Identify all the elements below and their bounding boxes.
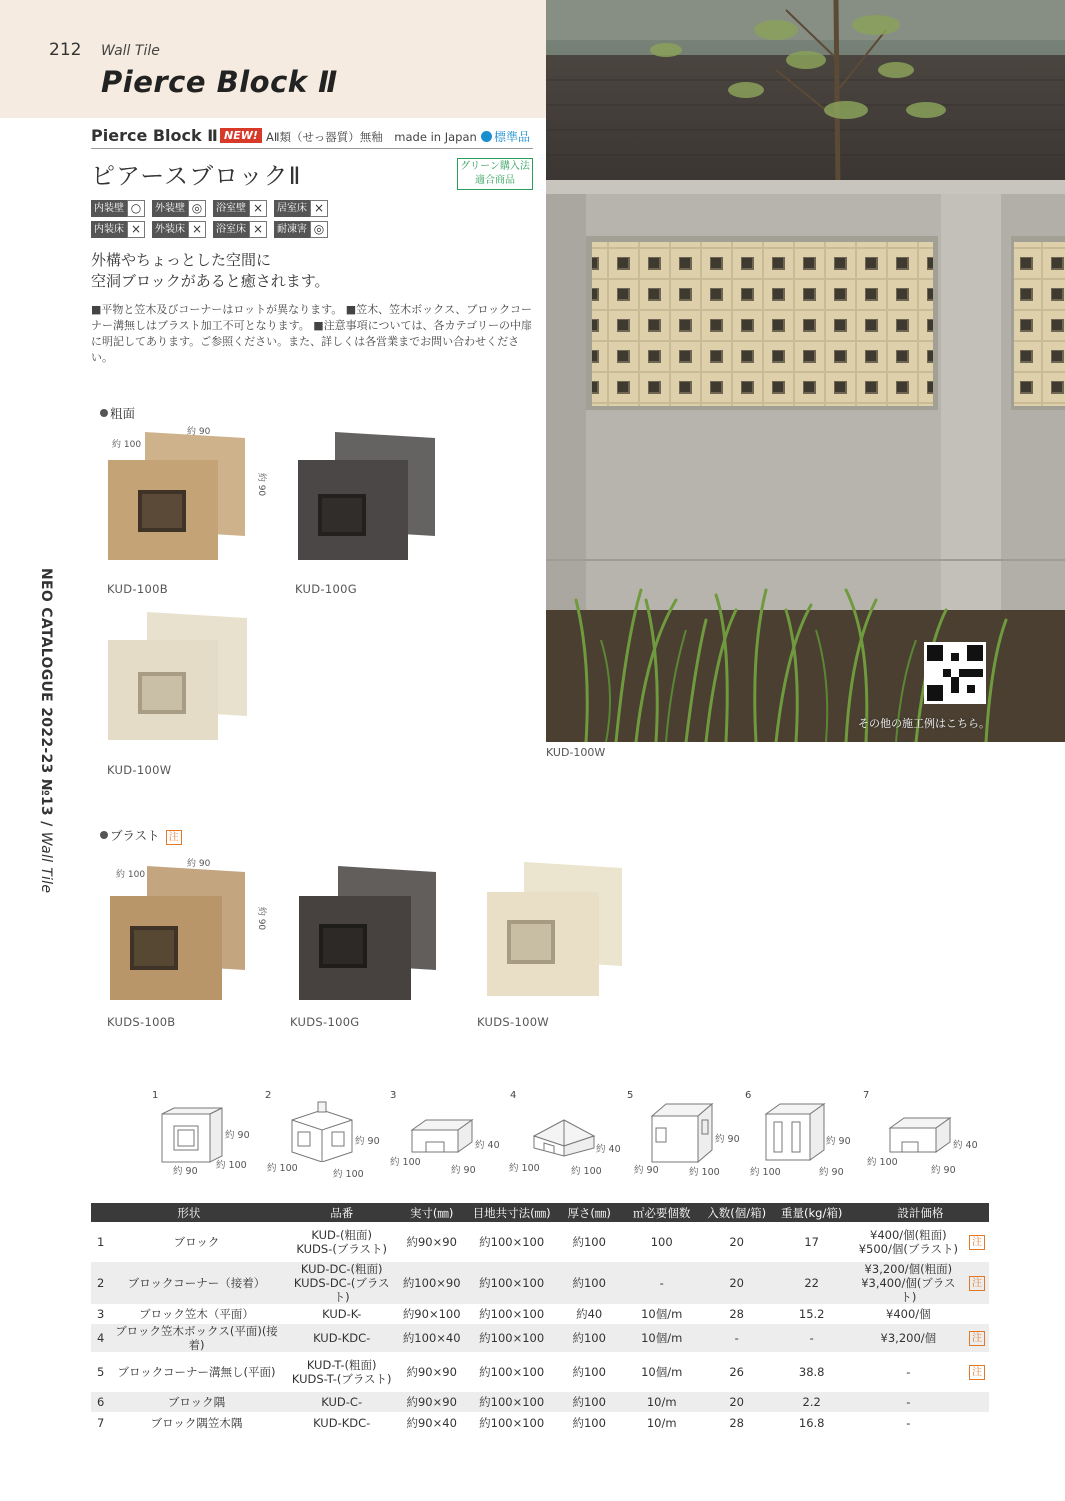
design-price [852, 1412, 989, 1434]
usage-cell [91, 200, 149, 217]
weight: 15.2 [798, 1307, 825, 1321]
usage-label: 外装壁 [152, 200, 188, 217]
weight: 2.2 [772, 1392, 852, 1412]
block-code: KUDS-100B [107, 1015, 176, 1029]
shape-dim: 約 90 [225, 1130, 250, 1141]
shape-number: 4 [510, 1090, 517, 1101]
price-line: ¥400/個 [886, 1307, 931, 1321]
shape-dim: 約 100 [750, 1167, 781, 1178]
product-name-en: Pierce Block Ⅱ [91, 126, 218, 145]
block-kud-100g [293, 432, 438, 567]
photo-caption: KUD-100W [546, 746, 606, 759]
pieces-per-box: 20 [702, 1262, 772, 1304]
actual-size: 約100×90 [397, 1262, 467, 1304]
standard-label: 標準品 [494, 130, 531, 144]
standard-mark [481, 128, 530, 145]
price-line: - [906, 1365, 911, 1379]
joint-size: 約100×100 [479, 1365, 545, 1379]
joint-size: 約100×100 [479, 1307, 545, 1321]
product-code [287, 1412, 397, 1434]
usage-cell [152, 221, 210, 238]
shape-dim: 約 90 [173, 1166, 198, 1177]
block-kud-100w [105, 612, 250, 747]
price-line: - [906, 1395, 911, 1409]
shape-dim: 約 90 [715, 1134, 740, 1145]
price-line: ¥3,400/個(ブラスト) [861, 1276, 956, 1304]
note-badge: 注 [969, 1365, 985, 1380]
catch-copy [91, 250, 531, 292]
joint-size: 約100×100 [467, 1324, 557, 1352]
row-number: 4 [91, 1324, 106, 1352]
design-price [852, 1392, 989, 1412]
table-row [91, 1392, 989, 1412]
spec-table [91, 1203, 989, 1434]
product-name-jp: ピアースブロックⅡ [91, 162, 302, 190]
blast-note-badge: 注 [166, 830, 182, 845]
code-line: KUD-C- [321, 1395, 363, 1409]
joint-size: 約100×100 [467, 1392, 557, 1412]
new-badge: NEW! [220, 128, 262, 143]
standard-dot-icon [481, 131, 492, 142]
usage-label: 外装床 [152, 221, 188, 238]
block-code: KUD-100G [295, 582, 357, 596]
thickness: 約100 [557, 1392, 622, 1412]
page-number: 212 [49, 40, 82, 60]
usage-mark: × [249, 200, 267, 217]
header-band [0, 0, 546, 118]
col-header: 形状 [91, 1203, 287, 1222]
price-line: ¥500/個(ブラスト) [858, 1242, 958, 1256]
pieces-per-box: 20 [729, 1235, 744, 1249]
spine-catalog: NEO CATALOGUE 2022-23 №13 / [38, 568, 54, 832]
price-line: ¥3,200/個 [880, 1331, 937, 1345]
block-code: KUDS-100G [290, 1015, 360, 1029]
shape-dim: 約 40 [475, 1140, 500, 1151]
usage-mark: ◎ [188, 200, 206, 217]
design-price [852, 1352, 989, 1392]
shape-name: ブロック隅笠木隅 [150, 1416, 243, 1430]
row-number: 3 [97, 1307, 105, 1321]
thickness: 約100 [557, 1262, 622, 1304]
dim-depth: 約 100 [116, 870, 146, 880]
col-header: ㎡必要個数 [622, 1203, 702, 1222]
col-header: 実寸(㎜) [397, 1203, 467, 1222]
price-line: ¥400/個(粗面) [870, 1228, 947, 1242]
weight: 38.8 [798, 1365, 825, 1379]
shape-dim: 約 100 [509, 1163, 540, 1174]
shape-number: 1 [152, 1090, 159, 1101]
pieces-per-box: - [702, 1324, 772, 1352]
shape-dim: 約 100 [267, 1163, 298, 1174]
shape-dim: 約 90 [451, 1165, 476, 1176]
code-line: KUDS-DC-(ブラスト) [293, 1276, 390, 1304]
col-header: 重量(kg/箱) [772, 1203, 852, 1222]
product-code [287, 1304, 397, 1324]
shape-name: ブロックコーナー溝無し(平面) [117, 1365, 276, 1379]
shape-5-drawing [650, 1102, 716, 1164]
spine-section: Wall Tile [38, 831, 54, 894]
table-row [91, 1412, 989, 1434]
dim-width: 約 90 [187, 427, 211, 437]
blast-label-text: ブラスト [110, 828, 160, 843]
row-number: 2 [91, 1262, 106, 1304]
pieces-per-box: 28 [729, 1416, 744, 1430]
shape-dim: 約 40 [953, 1140, 978, 1151]
shape-number: 2 [265, 1090, 272, 1101]
block-kud-100b [105, 432, 250, 567]
note-badge: 注 [969, 1276, 985, 1291]
shape-name: ブロック笠木（平面） [139, 1307, 254, 1321]
design-price [852, 1222, 989, 1262]
usage-mark: × [127, 221, 145, 238]
required-count: 10/m [622, 1392, 702, 1412]
shape-1-drawing [160, 1106, 226, 1164]
required-count: - [622, 1262, 702, 1304]
table-header-row [91, 1203, 989, 1222]
actual-size: 約90×40 [406, 1416, 457, 1430]
shape-dim: 約 90 [634, 1165, 659, 1176]
table-row [91, 1324, 989, 1352]
thickness: 約100 [572, 1365, 606, 1379]
shape-dim: 約 100 [390, 1157, 421, 1168]
block-code: KUD-100W [107, 763, 172, 777]
row-number: 1 [97, 1235, 105, 1249]
shape-3-drawing [410, 1118, 476, 1156]
usage-cell [213, 221, 271, 238]
shape-dim: 約 100 [867, 1157, 898, 1168]
col-header: 設計価格 [852, 1203, 989, 1222]
required-count: 10/m [646, 1416, 677, 1430]
shape-6-drawing [762, 1102, 828, 1164]
block-code: KUD-100B [107, 582, 168, 596]
actual-size: 約100×40 [397, 1324, 467, 1352]
pieces-per-box: 26 [729, 1365, 744, 1379]
usage-label: 内装床 [91, 221, 127, 238]
qr-caption: その他の施工例はこちら。 [858, 717, 990, 730]
code-line: KUD-(粗面) [311, 1228, 372, 1242]
bullet-icon [100, 831, 108, 839]
joint-size: 約100×100 [479, 1416, 545, 1430]
shape-2-drawing [288, 1100, 356, 1162]
col-header: 厚さ(㎜) [557, 1203, 622, 1222]
row-number: 7 [97, 1416, 105, 1430]
actual-size: 約90×100 [402, 1307, 461, 1321]
table-row [91, 1352, 989, 1392]
qr-pattern [927, 645, 983, 701]
code-line: KUD-DC-(粗面) [300, 1262, 383, 1276]
joint-size: 約100×100 [479, 1235, 545, 1249]
code-line: KUD-KDC- [313, 1331, 371, 1345]
shape-7-drawing [888, 1116, 954, 1156]
usage-label: 居室床 [274, 200, 310, 217]
product-code [287, 1392, 397, 1412]
required-count: 10個/m [622, 1324, 702, 1352]
dim-height: 約 90 [256, 906, 267, 931]
design-price [852, 1262, 989, 1304]
shape-dim: 約 90 [355, 1136, 380, 1147]
shape-dim: 約 100 [216, 1160, 247, 1171]
design-price [852, 1304, 989, 1324]
code-line: KUD-KDC- [313, 1416, 371, 1430]
product-code [287, 1222, 397, 1262]
green-badge-line1: グリーン購入法 [460, 161, 530, 172]
qr-code-icon[interactable] [924, 642, 986, 704]
rough-label-text: 粗面 [110, 406, 136, 421]
shape-name: ブロック笠木ボックス(平面)(接着) [106, 1324, 286, 1352]
pieces-per-box: 28 [729, 1307, 744, 1321]
pieces-per-box: 20 [702, 1392, 772, 1412]
usage-mark: × [310, 200, 328, 217]
section-label: Wall Tile [101, 43, 160, 59]
product-code [287, 1324, 397, 1352]
green-purchase-badge [457, 158, 533, 190]
joint-size: 約100×100 [467, 1262, 557, 1304]
table-row [91, 1304, 989, 1324]
shape-dim: 約 90 [931, 1165, 956, 1176]
page-title: Pierce Block Ⅱ [101, 65, 338, 99]
block-kuds-100w [484, 862, 629, 1002]
usage-mark: × [249, 221, 267, 238]
shape-number: 6 [745, 1090, 752, 1101]
usage-cell [213, 200, 271, 217]
notes: ■平物と笠木及びコーナーはロットが異なります。 ■笠木、笠木ボックス、ブロックコーナー溝無しはブラスト加工不可となります。 ■注意事項については、各カテゴリーの中扉に明記してあります。ご参照ください。また、詳しくは各営業までお問い合わせください。 [91, 303, 533, 364]
row-number: 5 [97, 1365, 105, 1379]
weight: 16.8 [798, 1416, 825, 1430]
weight: - [772, 1324, 852, 1352]
col-header: 目地共寸法(㎜) [467, 1203, 557, 1222]
shape-4-drawing [530, 1116, 598, 1158]
shape-dim: 約 100 [333, 1169, 364, 1180]
required-count: 10個/m [641, 1307, 683, 1321]
code-line: KUDS-(ブラスト) [296, 1242, 387, 1256]
thickness: 約100 [557, 1324, 622, 1352]
block-code: KUDS-100W [477, 1015, 549, 1029]
table-row [91, 1262, 989, 1304]
actual-size: 約90×90 [406, 1235, 457, 1249]
weight: 17 [804, 1235, 819, 1249]
catch-line: 外構やちょっとした空間に [91, 251, 272, 269]
shape-number: 5 [627, 1090, 634, 1101]
rough-label [100, 404, 135, 422]
price-line: - [906, 1416, 911, 1430]
product-meta: AⅡ類（せっ器質）無釉 made in Japan [266, 130, 477, 144]
actual-size: 約90×90 [397, 1392, 467, 1412]
catch-line: 空洞ブロックがあると癒されます。 [91, 272, 330, 290]
shape-dim: 約 90 [826, 1136, 851, 1147]
usage-cell [274, 221, 332, 238]
spine-label [36, 568, 56, 894]
usage-label: 耐凍害 [274, 221, 310, 238]
thickness: 約40 [576, 1307, 603, 1321]
block-kuds-100g [296, 866, 441, 1006]
shape-dim: 約 40 [596, 1144, 621, 1155]
code-line: KUDS-T-(ブラスト) [291, 1372, 392, 1386]
design-price [852, 1324, 989, 1352]
usage-mark: ◎ [310, 221, 328, 238]
product-code [287, 1352, 397, 1392]
usage-cell [152, 200, 210, 217]
note-badge: 注 [969, 1331, 985, 1346]
shape-number: 3 [390, 1090, 397, 1101]
product-code [287, 1262, 397, 1304]
weight: 22 [772, 1262, 852, 1304]
photo-illustration [546, 0, 1065, 742]
bullet-icon [100, 409, 108, 417]
required-count: 100 [650, 1235, 673, 1249]
usage-cell [274, 200, 332, 217]
usage-mark: × [188, 221, 206, 238]
block-kuds-100b [107, 866, 252, 1006]
shape-name: ブロック隅 [106, 1392, 286, 1412]
price-line: ¥3,200/個(粗面) [864, 1262, 953, 1276]
shape-dim: 約 90 [819, 1167, 844, 1178]
usage-label: 内装壁 [91, 200, 127, 217]
dim-depth: 約 100 [112, 440, 142, 450]
green-badge-line2: 適合商品 [475, 175, 515, 186]
usage-label: 浴室床 [213, 221, 249, 238]
shape-name: ブロックコーナー（接着） [106, 1262, 286, 1304]
dim-width: 約 90 [187, 859, 211, 869]
usage-mark: ○ [127, 200, 145, 217]
shape-dim: 約 100 [571, 1166, 602, 1177]
actual-size: 約90×90 [406, 1365, 457, 1379]
code-line: KUD-K- [322, 1307, 362, 1321]
blast-label [100, 826, 182, 845]
note-badge: 注 [969, 1235, 985, 1250]
required-count: 10個/m [641, 1365, 683, 1379]
code-line: KUD-T-(粗面) [306, 1358, 377, 1372]
table-row [91, 1222, 989, 1262]
usage-cell [91, 221, 149, 238]
installation-photo [546, 0, 1065, 742]
thickness: 約100 [572, 1416, 606, 1430]
dim-height: 約 90 [256, 472, 267, 497]
shape-dim: 約 100 [689, 1167, 720, 1178]
divider [91, 148, 533, 149]
usage-label: 浴室壁 [213, 200, 249, 217]
row-number: 6 [91, 1392, 106, 1412]
col-header: 品番 [287, 1203, 397, 1222]
thickness: 約100 [572, 1235, 606, 1249]
shape-number: 7 [863, 1090, 870, 1101]
shape-name: ブロック [173, 1235, 220, 1249]
col-header: 入数(個/箱) [702, 1203, 772, 1222]
